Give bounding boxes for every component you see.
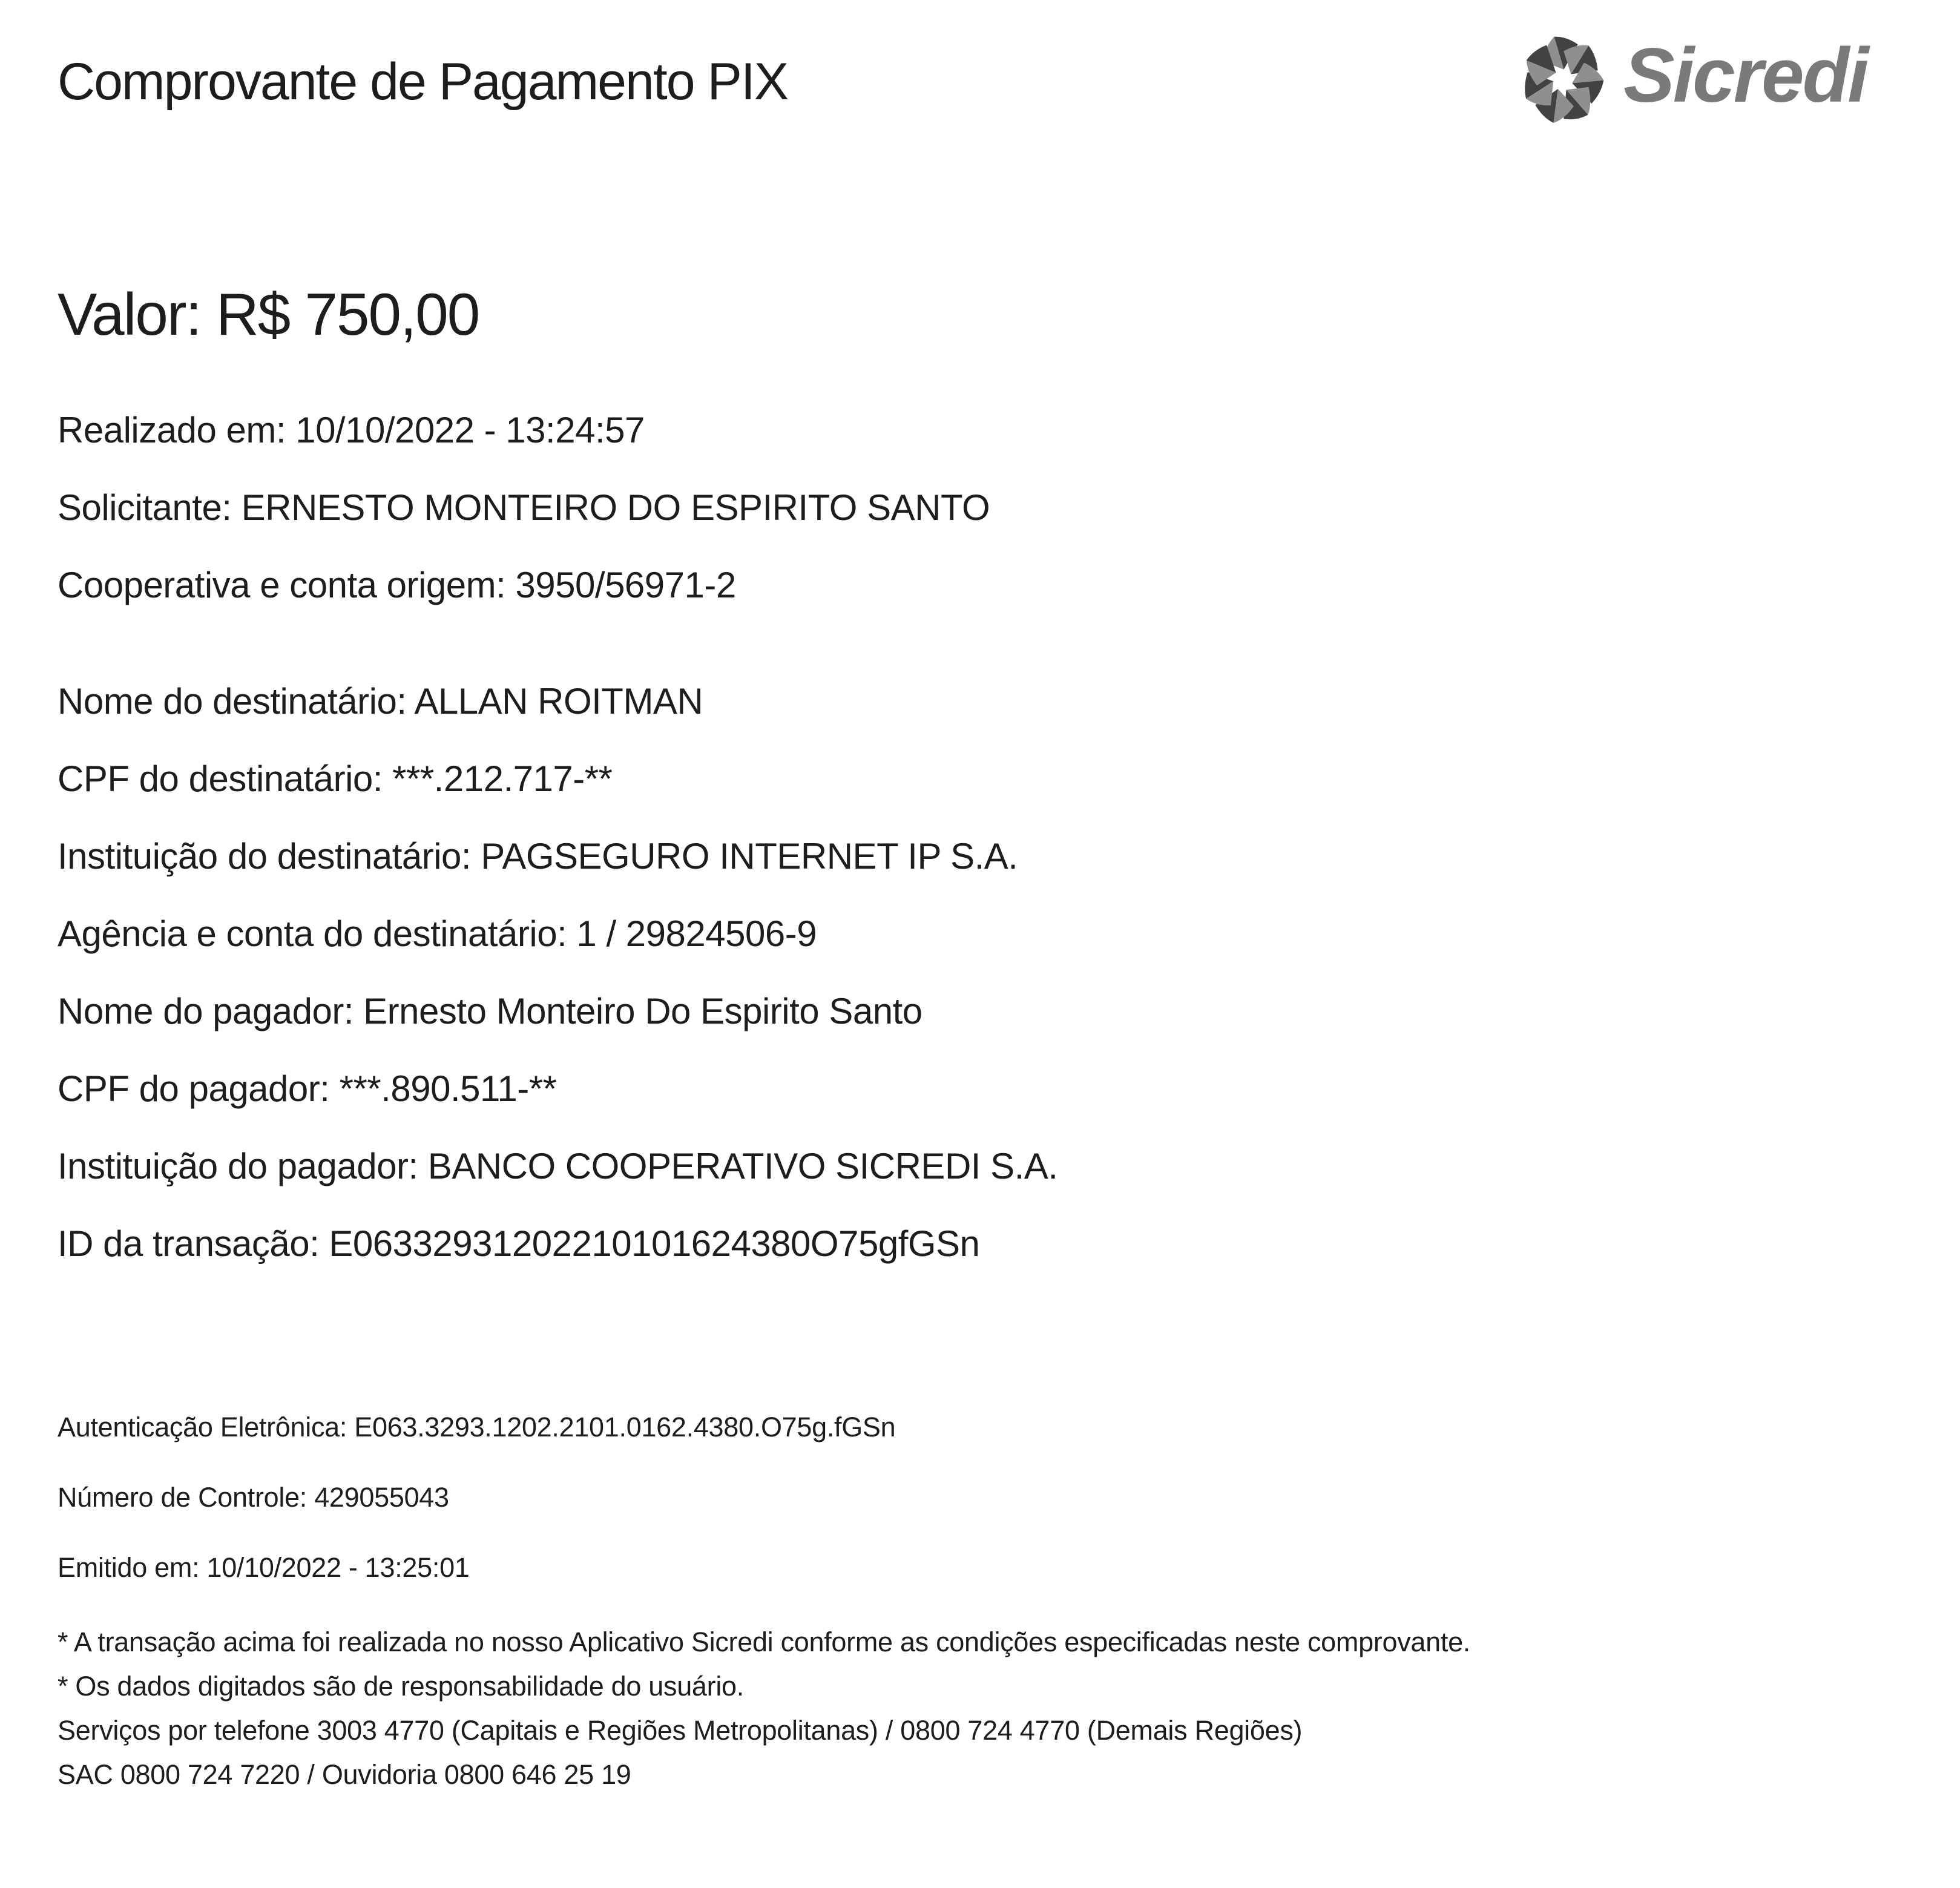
line-emitido-em: Emitido em: 10/10/2022 - 13:25:01	[58, 1552, 470, 1583]
line-nome-destinatario: Nome do destinatário: ALLAN ROITMAN	[58, 681, 703, 722]
line-instituicao-destinatario: Instituição do destinatário: PAGSEGURO INTERNET IP S.A.	[58, 836, 1018, 877]
line-autenticacao-eletronica: Autenticação Eletrônica: E063.3293.1202.2101.0162.4380.O75g.fGSn	[58, 1412, 896, 1442]
line-cpf-destinatario: CPF do destinatário: ***.212.717-**	[58, 758, 613, 799]
sicredi-pinwheel-icon	[1521, 34, 1605, 126]
footer-phone-services: Serviços por telefone 3003 4770 (Capitais e Regiões Metropolitanas) / 0800 724 4770 (Demais Regiões)	[58, 1715, 1303, 1746]
amount-heading: Valor: R$ 750,00	[58, 281, 479, 347]
line-cooperativa-conta-origem: Cooperativa e conta origem: 3950/56971-2	[58, 565, 736, 605]
line-nome-pagador: Nome do pagador: Ernesto Monteiro Do Espirito Santo	[58, 991, 922, 1031]
line-instituicao-pagador: Instituição do pagador: BANCO COOPERATIVO SICREDI S.A.	[58, 1146, 1058, 1186]
line-cpf-pagador: CPF do pagador: ***.890.511-**	[58, 1068, 557, 1109]
footer-notes-block	[58, 1620, 1470, 1797]
footer-note-dados: * Os dados digitados são de responsabilidade do usuário.	[58, 1671, 744, 1702]
transaction-summary-block	[58, 392, 990, 624]
line-numero-controle: Número de Controle: 429055043	[58, 1482, 449, 1513]
line-solicitante: Solicitante: ERNESTO MONTEIRO DO ESPIRITO SANTO	[58, 487, 990, 528]
parties-block	[58, 663, 1058, 1283]
line-realizado-em: Realizado em: 10/10/2022 - 13:24:57	[58, 410, 645, 450]
line-agencia-conta-destinatario: Agência e conta do destinatário: 1 / 29824506-9	[58, 913, 817, 954]
authentication-block	[58, 1392, 895, 1603]
footer-note-transacao: * A transação acima foi realizada no nosso Aplicativo Sicredi conforme as condições especificadas neste comprovante.	[58, 1627, 1471, 1657]
footer-sac-ouvidoria: SAC 0800 724 7220 / Ouvidoria 0800 646 25 19	[58, 1759, 631, 1790]
page-title: Comprovante de Pagamento PIX	[58, 53, 788, 111]
sicredi-wordmark: Sicredi	[1623, 32, 1867, 118]
line-id-transacao: ID da transação: E06332931202210101624380O75gfGSn	[58, 1223, 980, 1264]
